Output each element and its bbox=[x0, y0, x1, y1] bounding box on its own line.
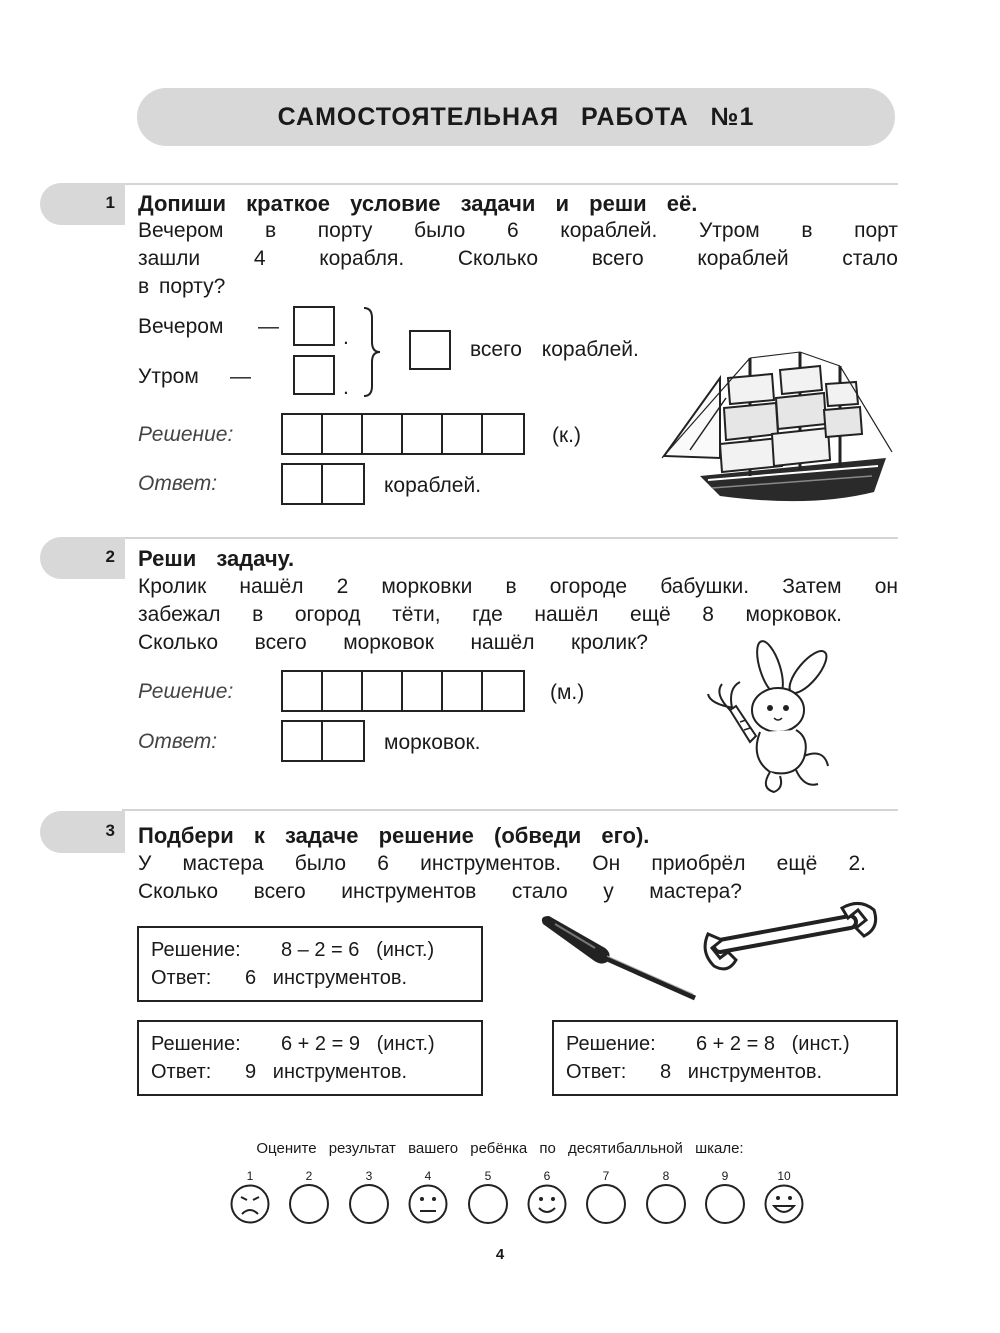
rating-circle[interactable] bbox=[289, 1184, 329, 1224]
task-text-line: У мастера было 6 инструментов. Он приобрёл ещё 2. bbox=[138, 852, 866, 875]
task-heading: Реши задачу. bbox=[138, 546, 295, 571]
rating-label: Оцените результат вашего ребёнка по десятибалльной шкале: bbox=[256, 1140, 744, 1157]
option-solution-label: Решение: bbox=[566, 1033, 656, 1055]
rabbit-image bbox=[700, 638, 840, 798]
task-number: 2 bbox=[105, 547, 115, 566]
rating-circle[interactable] bbox=[646, 1184, 686, 1224]
task-text-line: зашли 4 корабля. Сколько всего кораблей стало bbox=[138, 247, 898, 270]
option-answer: 6 инструментов. bbox=[245, 967, 408, 989]
rating-number: 9 bbox=[721, 1169, 729, 1183]
sad-face-icon[interactable] bbox=[230, 1184, 270, 1224]
task-text-line: Вечером в порту было 6 кораблей. Утром в порт bbox=[138, 219, 898, 242]
solution-unit: (к.) bbox=[552, 424, 582, 447]
rating-number: 1 bbox=[246, 1169, 254, 1183]
condition-label-morning: Утром bbox=[138, 365, 199, 388]
screwdriver-image bbox=[535, 912, 705, 1004]
rating-circle[interactable] bbox=[468, 1184, 508, 1224]
option-solution-label: Решение: bbox=[151, 1033, 241, 1055]
task-number: 1 bbox=[105, 193, 115, 212]
curly-brace bbox=[360, 306, 382, 398]
task-number-tab bbox=[40, 537, 125, 579]
wrench-image bbox=[700, 900, 880, 978]
task-number-tab bbox=[40, 811, 125, 853]
rating-number: 7 bbox=[602, 1169, 610, 1183]
rating-circle[interactable] bbox=[349, 1184, 389, 1224]
solution-option-1[interactable] bbox=[137, 926, 483, 1002]
task-number: 3 bbox=[105, 821, 115, 840]
task-text-line: Сколько всего морковок нашёл кролик? bbox=[138, 631, 648, 654]
option-solution-label: Решение: bbox=[151, 939, 241, 961]
answer-label: Ответ: bbox=[138, 730, 218, 753]
total-label: всего кораблей. bbox=[470, 338, 639, 361]
dash: — bbox=[258, 315, 279, 338]
page-number: 4 bbox=[495, 1246, 505, 1263]
smile-face-icon[interactable] bbox=[527, 1184, 567, 1224]
rating-number: 10 bbox=[777, 1169, 791, 1183]
dot: . bbox=[343, 376, 349, 399]
answer-box-evening[interactable] bbox=[293, 306, 335, 346]
task-number-tab bbox=[40, 183, 125, 225]
option-answer-label: Ответ: bbox=[566, 1061, 627, 1083]
task-text-line: в порту? bbox=[138, 275, 226, 298]
task-heading: Допиши краткое условие задачи и реши её. bbox=[138, 191, 698, 216]
solution-cells[interactable] bbox=[281, 413, 525, 455]
neutral-face-icon[interactable] bbox=[408, 1184, 448, 1224]
rating-number: 2 bbox=[305, 1169, 313, 1183]
answer-cells[interactable] bbox=[281, 720, 365, 762]
section-divider bbox=[122, 537, 898, 539]
solution-cells[interactable] bbox=[281, 670, 525, 712]
answer-cells[interactable] bbox=[281, 463, 365, 505]
rating-number: 4 bbox=[424, 1169, 432, 1183]
solution-option-2[interactable] bbox=[137, 1020, 483, 1096]
task-heading: Подбери к задаче решение (обведи его). bbox=[138, 823, 650, 848]
option-answer: 8 инструментов. bbox=[660, 1061, 823, 1083]
option-answer: 9 инструментов. bbox=[245, 1061, 408, 1083]
option-answer-label: Ответ: bbox=[151, 967, 212, 989]
answer-unit: кораблей. bbox=[384, 474, 482, 497]
rating-number: 5 bbox=[484, 1169, 492, 1183]
solution-option-3[interactable] bbox=[552, 1020, 898, 1096]
solution-unit: (м.) bbox=[550, 681, 585, 704]
sailing-ship-image bbox=[660, 348, 898, 510]
solution-label: Решение: bbox=[138, 680, 234, 703]
task-text-line: забежал в огород тёти, где нашёл ещё 8 морковок. bbox=[138, 603, 842, 626]
dot: . bbox=[343, 326, 349, 349]
rating-number: 8 bbox=[662, 1169, 670, 1183]
task-text-line: Сколько всего инструментов стало у мастера? bbox=[138, 880, 742, 903]
answer-box-morning[interactable] bbox=[293, 355, 335, 395]
answer-unit: морковок. bbox=[384, 731, 481, 754]
option-solution: 6 + 2 = 9 (инст.) bbox=[281, 1033, 435, 1055]
solution-label: Решение: bbox=[138, 423, 234, 446]
answer-box-total[interactable] bbox=[409, 330, 451, 370]
section-divider bbox=[122, 183, 898, 185]
rating-number: 3 bbox=[365, 1169, 373, 1183]
option-solution: 6 + 2 = 8 (инст.) bbox=[696, 1033, 850, 1055]
page-title: САМОСТОЯТЕЛЬНАЯ РАБОТА №1 bbox=[137, 88, 895, 146]
section-divider bbox=[122, 809, 898, 811]
option-answer-label: Ответ: bbox=[151, 1061, 212, 1083]
option-solution: 8 – 2 = 6 (инст.) bbox=[281, 939, 435, 961]
rating-number: 6 bbox=[543, 1169, 551, 1183]
condition-label-evening: Вечером bbox=[138, 315, 224, 338]
rating-circle[interactable] bbox=[705, 1184, 745, 1224]
dash: — bbox=[230, 365, 251, 388]
rating-circle[interactable] bbox=[586, 1184, 626, 1224]
answer-label: Ответ: bbox=[138, 472, 218, 495]
task-text-line: Кролик нашёл 2 морковки в огороде бабушки. Затем он bbox=[138, 575, 898, 598]
happy-face-icon[interactable] bbox=[764, 1184, 804, 1224]
